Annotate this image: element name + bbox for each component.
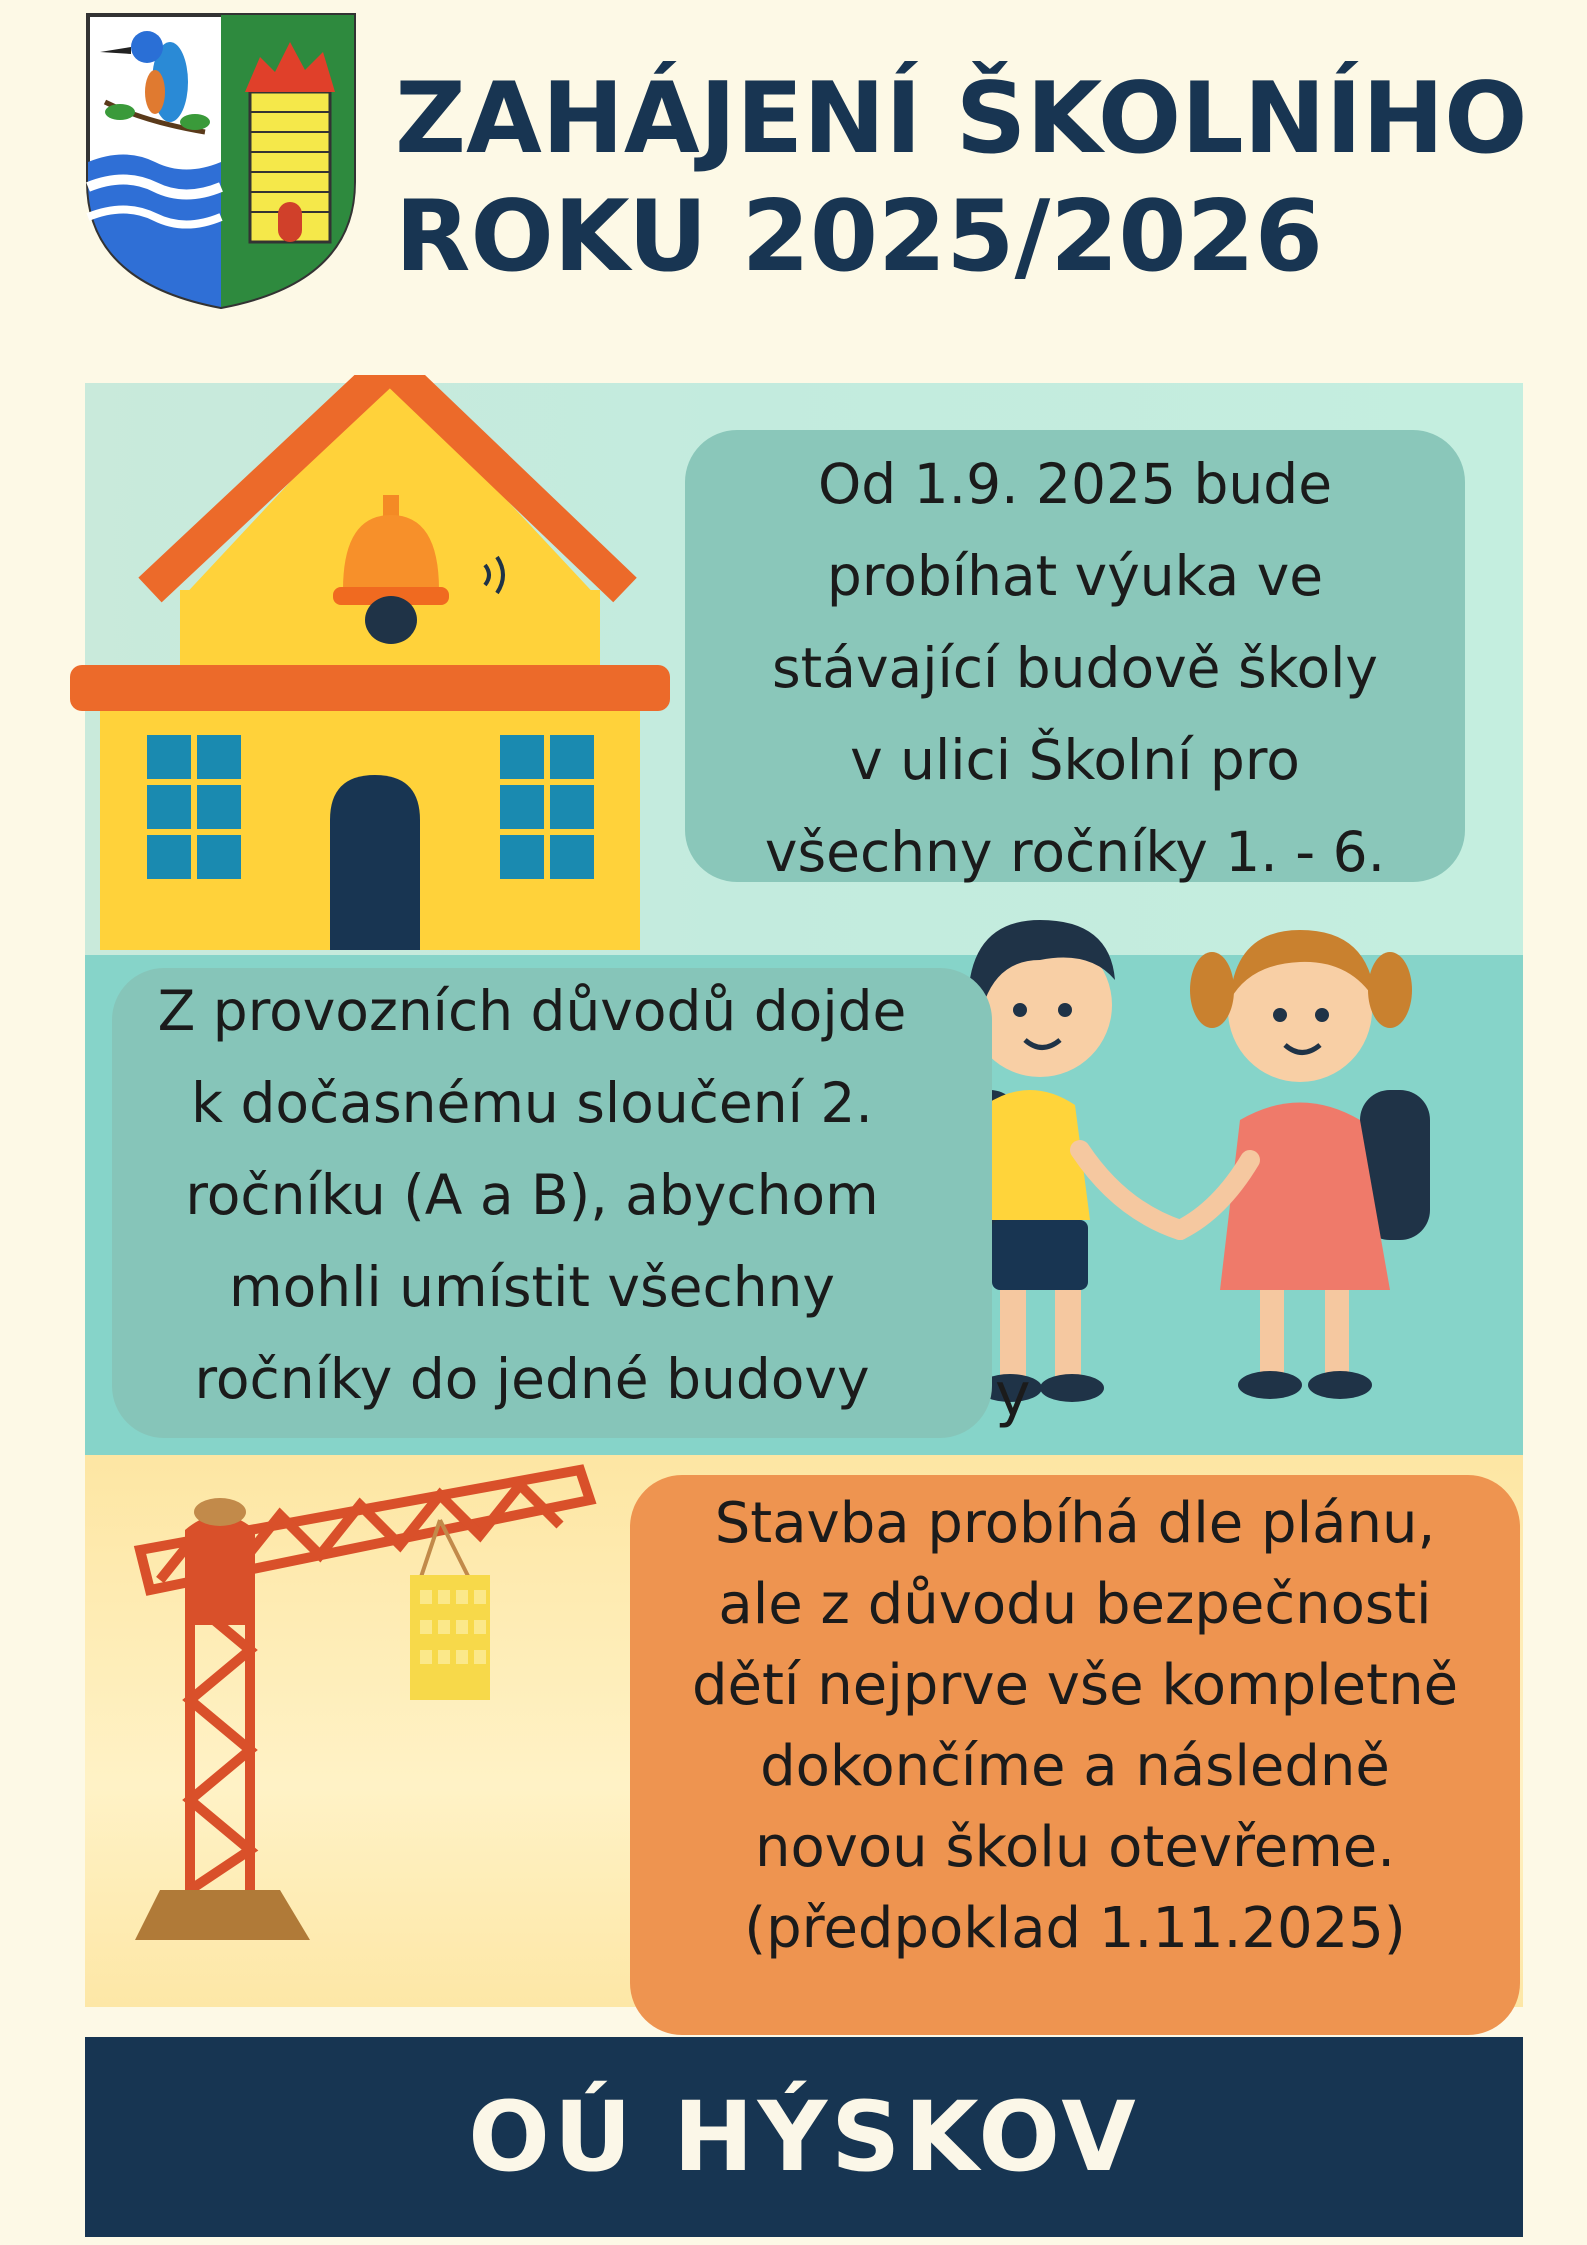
bubble-line: v ulici Školní pro (850, 728, 1300, 792)
title-line-2: ROKU 2025/2026 (395, 180, 1323, 294)
bubble-line: Z provozních důvodů dojde (157, 979, 907, 1043)
bubble-line: dětí nejprve vše kompletně (691, 1653, 1459, 1718)
bubble-line: mohli umístit všechny (229, 1255, 835, 1319)
bubble-line: všechny ročníky 1. - 6. (764, 820, 1386, 884)
bubble-line: (předpoklad 1.11.2025) (744, 1896, 1406, 1961)
bubble-line: Stavba probíhá dle plánu, (714, 1491, 1436, 1556)
bubble-line: probíhat výuka ve (826, 544, 1324, 608)
bubble-line: ale z důvodu bezpečnosti (718, 1572, 1432, 1637)
title-line-1: ZAHÁJENÍ ŠKOLNÍHO (395, 62, 1528, 176)
bubble-line: dokončíme a následně (760, 1734, 1390, 1799)
bubble-line: ročníky do jedné budovy (194, 1347, 870, 1411)
page-title (395, 60, 1528, 296)
bubble-line: Od 1.9. 2025 bude (817, 452, 1333, 516)
footer-banner: OÚ HÝSKOV (85, 2037, 1523, 2237)
info-bubble-teaching (685, 430, 1465, 882)
coat-of-arms-icon (85, 12, 357, 310)
bubble-line: ročníku (A a B), abychom (185, 1163, 879, 1227)
school-building-icon (65, 375, 685, 950)
info-bubble-construction (630, 1475, 1520, 2035)
bubble-line: novou školu otevřeme. (754, 1815, 1396, 1880)
info-bubble-class-merge (112, 968, 992, 1438)
stray-character: y (995, 1360, 1031, 1430)
crane-icon (120, 1450, 640, 1950)
bubble-line: stávající budově školy (772, 636, 1378, 700)
bubble-line: k dočasnému sloučení 2. (191, 1071, 873, 1135)
